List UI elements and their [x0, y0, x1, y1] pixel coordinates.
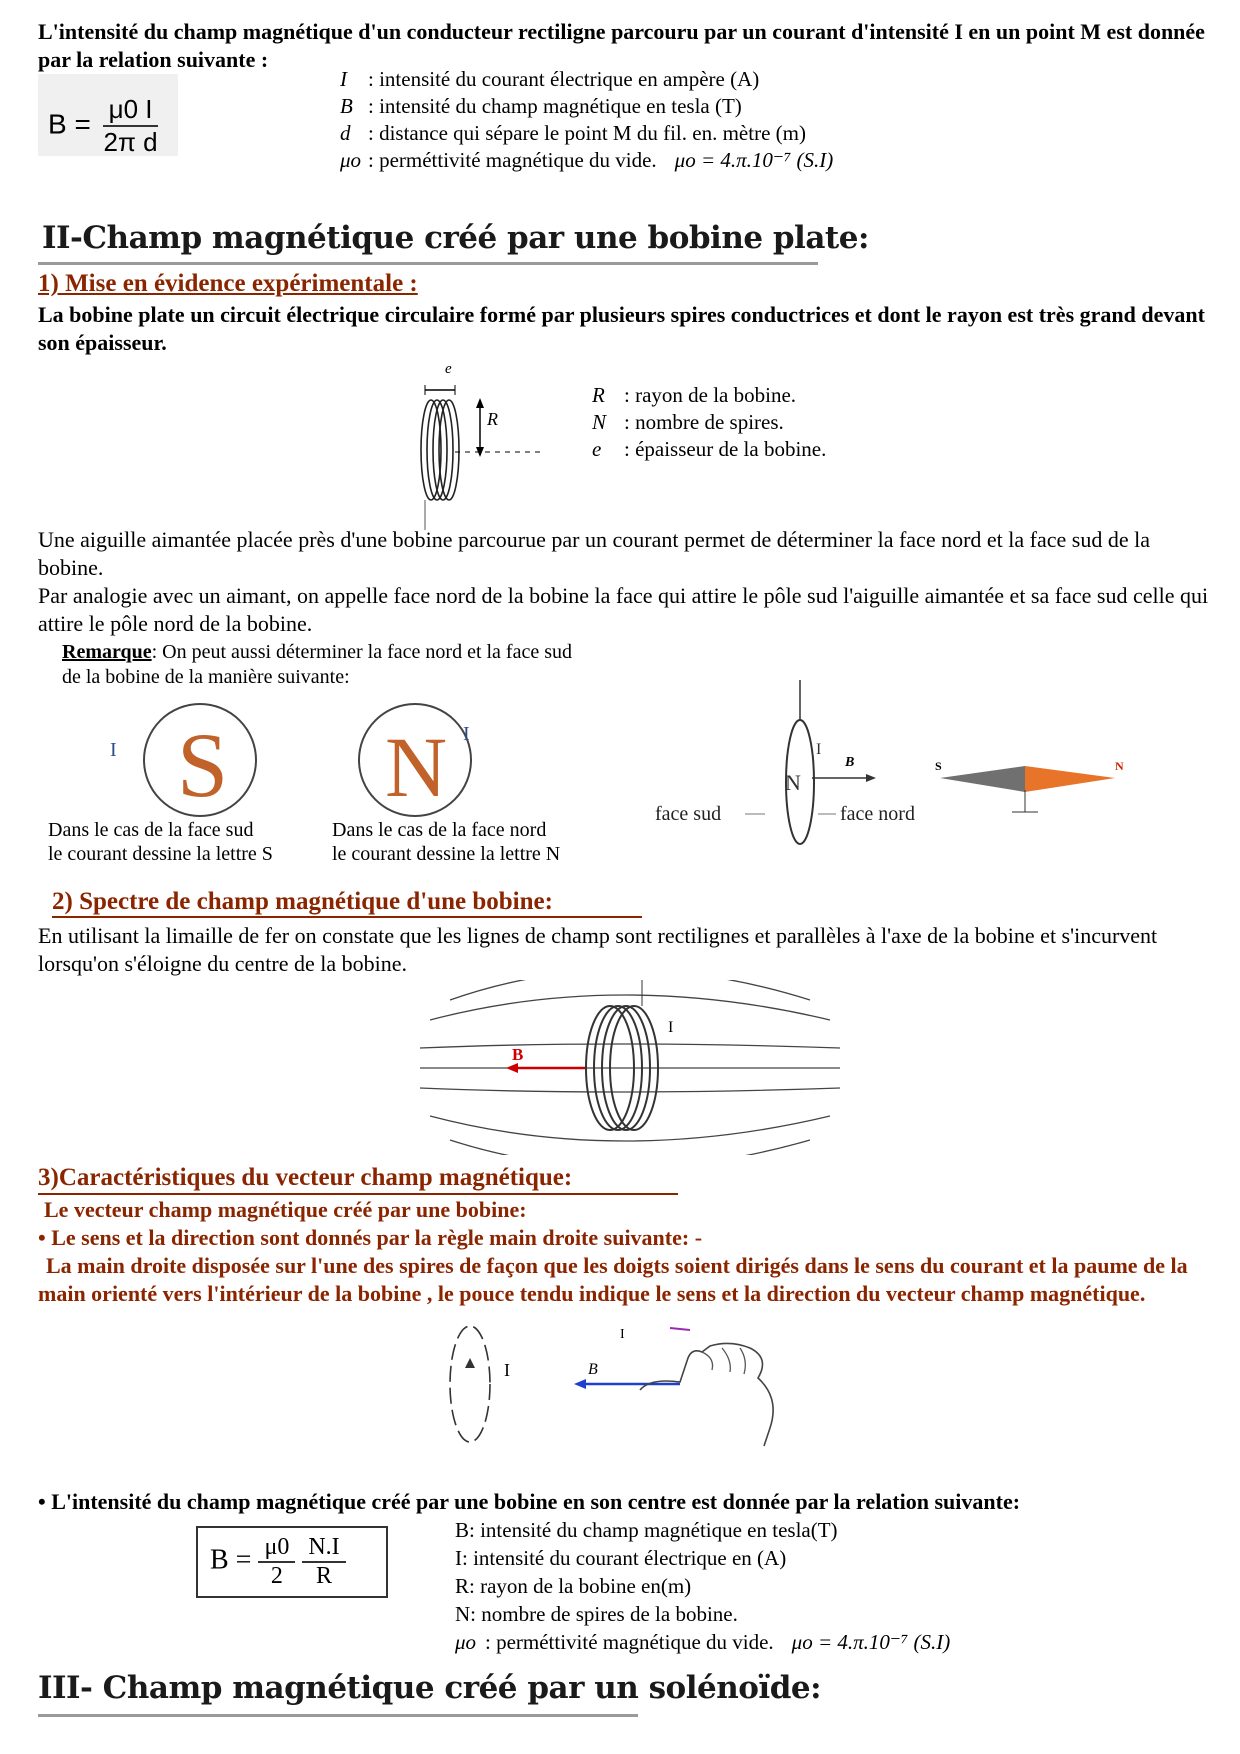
- remark: [62, 640, 582, 690]
- flat-coil-figure: [395, 360, 550, 530]
- face-diagram: [640, 670, 1160, 860]
- sub3-line1: Le vecteur champ magnétique créé par une bobine:: [44, 1197, 527, 1222]
- label-R: R: [487, 409, 498, 429]
- letter-n-small: N: [785, 770, 801, 795]
- legend-line-mu: [455, 1628, 950, 1656]
- sub3-bullet1: • Le sens et la direction sont donnés par la règle main droite suivante: -: [38, 1225, 703, 1250]
- loop-arrow: [465, 1358, 475, 1368]
- intro-legend: [340, 66, 833, 174]
- needle-north-half: [1025, 766, 1115, 792]
- field-lines-figure: [410, 980, 850, 1155]
- legend-row: [592, 382, 826, 409]
- formula-lhs: B =: [48, 108, 91, 140]
- legend-symbol: e: [592, 437, 602, 461]
- sub3-heading-underline: [38, 1193, 678, 1195]
- s-n-diagram: [95, 698, 515, 828]
- caption-line: Dans le cas de la face nord: [332, 819, 547, 841]
- label-i-loop: I: [504, 1360, 510, 1380]
- field-arrowhead: [866, 774, 876, 782]
- label-i-hand: I: [620, 1327, 625, 1342]
- sub1-definition: La bobine plate un circuit électrique circulaire formé par plusieurs spires conductrices et dont le rayon est très grand devant son épaisseur.: [38, 302, 1205, 355]
- legend-line: I: intensité du courant électrique en (A): [455, 1546, 787, 1570]
- face-nord-label: face nord: [840, 803, 915, 825]
- label-b: B: [512, 1045, 524, 1064]
- current-label: I: [816, 741, 822, 758]
- letter-n: N: [385, 719, 448, 815]
- legend-symbol: μo: [340, 148, 362, 172]
- legend-text: : distance qui sépare le point M du fil. en. mètre (m): [368, 121, 806, 145]
- formula2-f2-den: R: [316, 1563, 333, 1589]
- sub3-rule-text: La main droite disposée sur l'une des spires de façon que les doigts soient dirigés dans le sens du courant et la paume de la main orienté vers l'intérieur de la bobine , le pouce tendu indique le sens et la direction du vecteur champ magnétique.: [38, 1253, 1188, 1306]
- sub3-heading: 3)Caractéristiques du vecteur champ magnétique:: [38, 1164, 573, 1191]
- formula2-f1-den: 2: [270, 1563, 283, 1589]
- legend-line: B: intensité du champ magnétique en tesla(T): [455, 1518, 838, 1542]
- section2-title: II-Champ magnétique créé par une bobine plate:: [42, 220, 869, 256]
- coil-loop: [450, 1326, 490, 1442]
- north-face-paragraph: Par analogie avec un aimant, on appelle face nord de la bobine la face qui attire le pôle sud l'aiguille aimantée et sa face sud celle qui attire le pôle nord de la bobine.: [38, 583, 1209, 636]
- legend-row: [340, 93, 833, 120]
- mu-symbol: μo: [455, 1630, 477, 1654]
- formula-numerator: μ0 I: [103, 94, 159, 127]
- formula2-f1-num: μ0: [258, 1534, 295, 1563]
- legend-row: [340, 66, 833, 93]
- legend-text: : nombre de spires.: [624, 410, 784, 434]
- caption-line: le courant dessine la lettre S: [48, 843, 273, 865]
- formula-conductor: [38, 74, 178, 156]
- formula-coil: [196, 1526, 388, 1598]
- right-hand-figure: [440, 1318, 820, 1450]
- legend-text: : perméttivité magnétique du vide.: [368, 148, 657, 172]
- label-e: e: [445, 361, 452, 377]
- face-sud-label: face sud: [655, 803, 722, 825]
- legend-row: [592, 436, 826, 463]
- sub1-heading: 1) Mise en évidence expérimentale :: [38, 270, 418, 297]
- formula-denominator: 2π d: [103, 127, 158, 157]
- legend-row: [340, 147, 833, 174]
- radius-arrowhead-up: [476, 398, 484, 408]
- section3-title-rule: [38, 1714, 638, 1717]
- legend-line: N: nombre de spires de la bobine.: [455, 1602, 738, 1626]
- coil-legend: [592, 382, 826, 463]
- coil-turns: [421, 400, 459, 500]
- mu-value: μo = 4.π.10⁻⁷ (S.I): [674, 148, 834, 172]
- remark-text: : On peut aussi déterminer la face nord et la face sud de la bobine de la manière suivante:: [62, 641, 573, 688]
- legend-text: : rayon de la bobine.: [624, 383, 797, 407]
- coil-formula-legend: [455, 1516, 950, 1656]
- needle-south-half: [940, 766, 1025, 792]
- hand-outline: [640, 1343, 773, 1446]
- field-vector-blue-head: [574, 1379, 586, 1389]
- caption-line: Dans le cas de la face sud: [48, 819, 254, 841]
- sub2-paragraph: En utilisant la limaille de fer on constate que les lignes de champ sont rectilignes et parallèles à l'axe de la bobine et s'incurvent lorsqu'on s'éloigne du centre de la bobine.: [38, 923, 1158, 976]
- legend-symbol: R: [592, 383, 605, 407]
- legend-row: [592, 409, 826, 436]
- caption-south: [48, 818, 273, 866]
- current-label-s: I: [110, 739, 117, 761]
- formula2-f2-num: N.I: [302, 1534, 345, 1563]
- label-i: I: [668, 1019, 674, 1036]
- section2-title-rule: [38, 262, 818, 265]
- current-label-n: I: [463, 723, 470, 745]
- sub2-heading-underline: [52, 916, 642, 918]
- mu-value-2: μo = 4.π.10⁻⁷ (S.I): [791, 1630, 951, 1654]
- intro-paragraph: L'intensité du champ magnétique d'un conducteur rectiligne parcouru par un courant d'intensité I en un point M est donnée par la relation suivante :: [38, 19, 1205, 72]
- legend-line: R: rayon de la bobine en(m): [455, 1574, 692, 1598]
- remark-label: Remarque: [62, 641, 152, 663]
- field-vector-head: [506, 1063, 518, 1073]
- label-b-vector: B: [588, 1361, 598, 1378]
- needle-north-label: N: [1115, 759, 1124, 773]
- legend-text: : intensité du courant électrique en ampère (A): [368, 67, 760, 91]
- field-label: B: [845, 755, 855, 770]
- needle-south-label: S: [935, 759, 942, 773]
- legend-symbol: d: [340, 121, 351, 145]
- sub3-bullet2: • L'intensité du champ magnétique créé par une bobine en son centre est donnée par la relation suivante:: [38, 1489, 1021, 1514]
- legend-line: : perméttivité magnétique du vide.: [485, 1630, 774, 1654]
- caption-line: le courant dessine la lettre N: [332, 843, 561, 865]
- formula2-lhs: B =: [210, 1544, 252, 1576]
- current-arrow-finger: [670, 1328, 690, 1330]
- letter-s: S: [177, 714, 229, 816]
- legend-text: : épaisseur de la bobine.: [624, 437, 827, 461]
- section3-title: III- Champ magnétique créé par un solénoïde:: [38, 1670, 822, 1706]
- legend-row: [340, 120, 833, 147]
- sub2-heading: 2) Spectre de champ magnétique d'une bobine:: [52, 888, 553, 915]
- needle-paragraph: Une aiguille aimantée placée près d'une bobine parcourue par un courant permet de déterminer la face nord et la face sud de la bobine.: [38, 527, 1150, 580]
- legend-symbol: I: [340, 67, 347, 91]
- caption-north: [332, 818, 560, 866]
- finger-lines: [702, 1348, 745, 1374]
- legend-text: : intensité du champ magnétique en tesla (T): [368, 94, 742, 118]
- legend-symbol: N: [592, 410, 607, 434]
- legend-symbol: B: [340, 94, 353, 118]
